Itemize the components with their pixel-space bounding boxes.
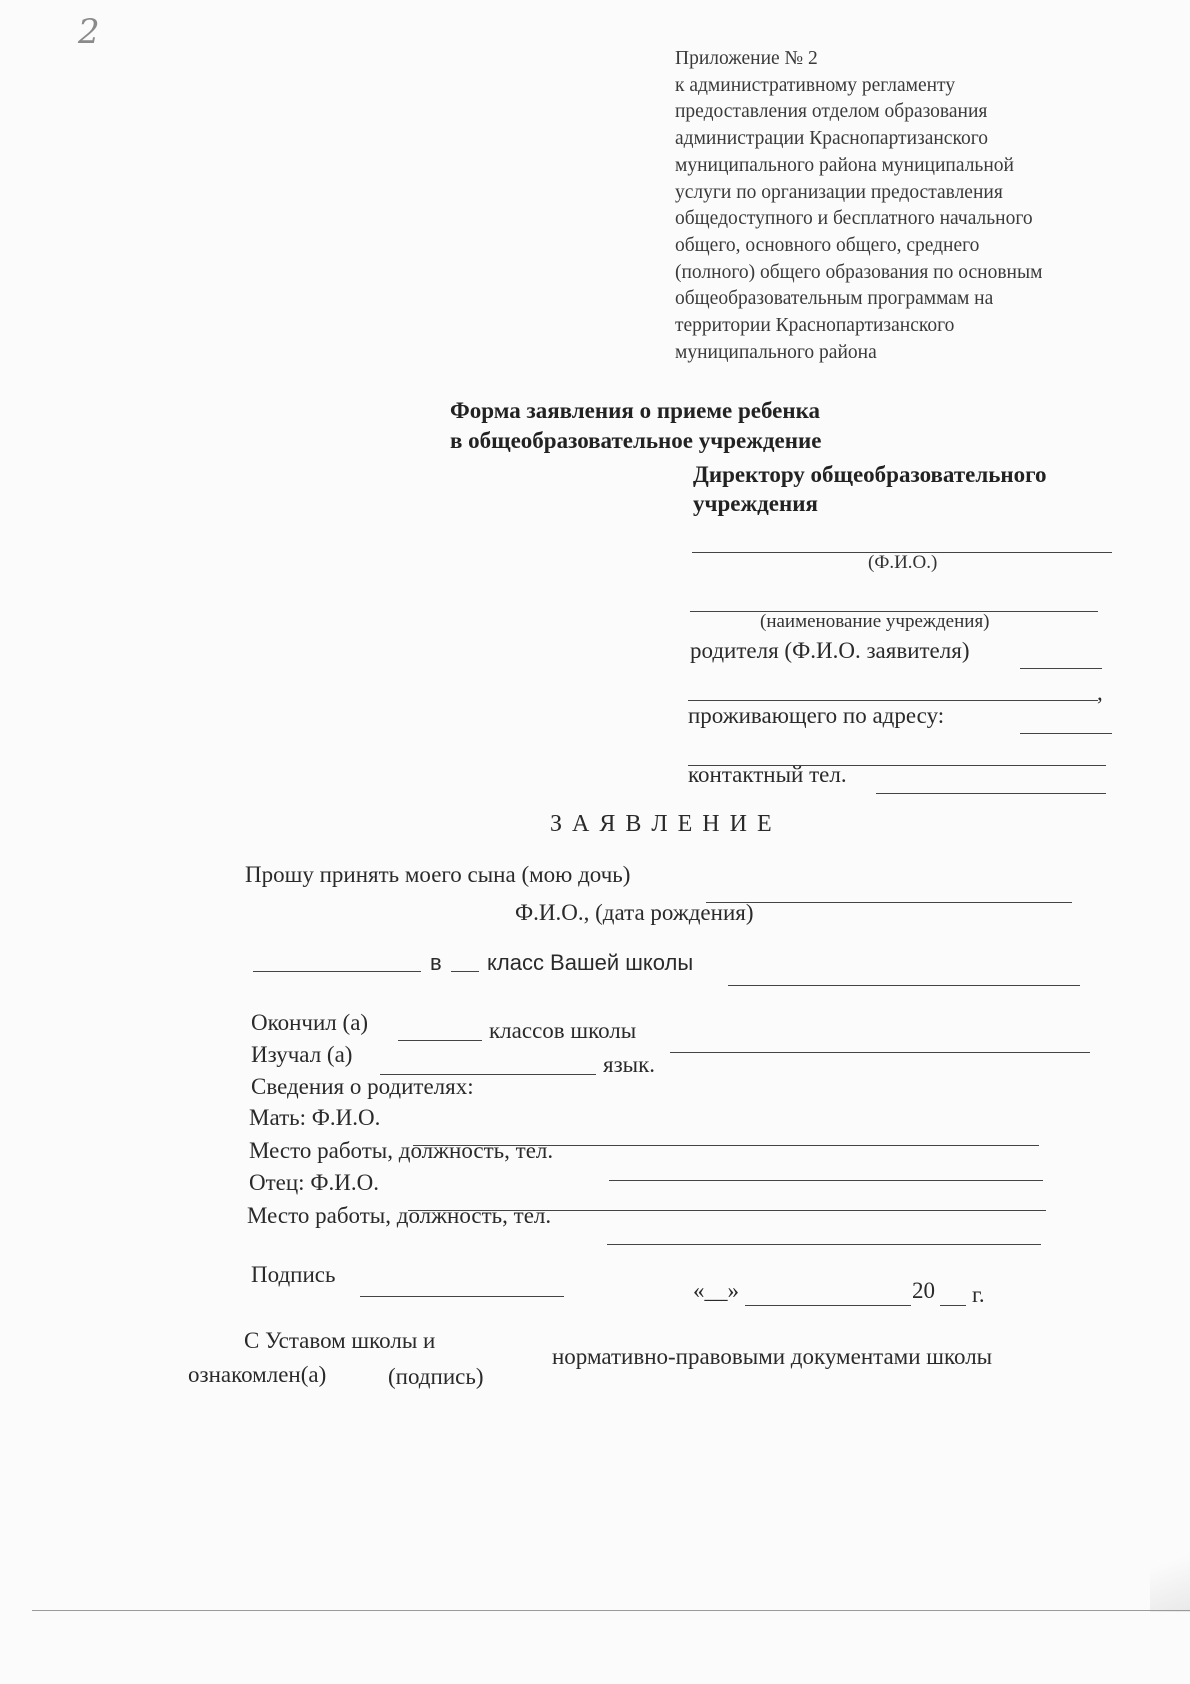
date-day-quote: «__»: [693, 1278, 739, 1303]
previous-school-field[interactable]: [670, 1052, 1090, 1053]
class-text: класс Вашей школы: [487, 950, 694, 975]
signature-field[interactable]: [360, 1296, 564, 1297]
address-label: проживающего по адресу:: [688, 703, 945, 728]
annex-line: (полного) общего образования по основным: [675, 261, 1043, 283]
annex-line: Приложение № 2: [675, 48, 818, 69]
annex-line: муниципального района: [675, 341, 877, 363]
father-label: Отец: Ф.И.О.: [249, 1170, 379, 1195]
studied-label: Изучал (а): [251, 1042, 353, 1067]
parents-info-label: Сведения о родителях:: [251, 1074, 474, 1099]
date-field[interactable]: [253, 971, 421, 972]
signature-label: Подпись: [251, 1262, 336, 1287]
parent-fio-field-2[interactable]: [688, 700, 1098, 701]
class-number-field[interactable]: [451, 971, 479, 972]
form-title: [450, 396, 821, 456]
annex-line: общеобразовательным программам на: [675, 288, 994, 310]
addressee-title: [693, 460, 1047, 518]
addressee-line1: Директору общеобразовательного: [693, 462, 1047, 487]
year-prefix: 20: [912, 1278, 935, 1303]
acknowledged-label: ознакомлен(а): [188, 1362, 327, 1387]
parent-label: родителя (Ф.И.О. заявителя): [690, 638, 970, 663]
statement-title: З А Я В Л Е Н И Е: [550, 811, 774, 837]
page-corner-shadow: [1150, 1530, 1190, 1612]
annex-line: к административному регламенту: [675, 74, 956, 96]
acknowledgement-part2: нормативно-правовыми документами школы: [552, 1344, 993, 1369]
mother-work-field[interactable]: [609, 1180, 1043, 1181]
annex-line: территории Краснопартизанского: [675, 315, 955, 337]
father-work-field[interactable]: [607, 1244, 1041, 1245]
language-label: язык.: [603, 1052, 656, 1077]
annex-line: услуги по организации предоставления: [675, 181, 1003, 203]
annex-line: муниципального района муниципальной: [675, 154, 1014, 176]
year-field[interactable]: [940, 1305, 966, 1306]
request-text: Прошу принять моего сына (мою дочь): [245, 862, 631, 887]
annex-header: [675, 46, 1042, 366]
child-fio-field[interactable]: [706, 902, 1072, 903]
fio-caption: (Ф.И.О.): [868, 552, 938, 573]
annex-line: общего, основного общего, среднего: [675, 234, 980, 256]
classes-count-field[interactable]: [398, 1040, 482, 1041]
parent-fio-field[interactable]: [1020, 668, 1102, 669]
phone-field[interactable]: [876, 793, 1106, 794]
school-field[interactable]: [728, 985, 1080, 986]
annex-line: общедоступного и бесплатного начального: [675, 208, 1033, 230]
father-work-label: Место работы, должность, тел.: [247, 1203, 552, 1228]
annex-line: предоставления отделом образования: [675, 101, 988, 123]
acknowledgement-part1: С Уставом школы и: [244, 1328, 436, 1353]
page-bottom-edge: [32, 1610, 1190, 1611]
child-caption: Ф.И.О., (дата рождения): [515, 900, 754, 925]
acknowledgement-signature-caption: (подпись): [388, 1364, 484, 1389]
institution-caption: (наименование учреждения): [760, 611, 990, 632]
annex-line: администрации Краснопартизанского: [675, 128, 988, 150]
classes-school-label: классов школы: [489, 1018, 637, 1043]
address-field[interactable]: [1020, 733, 1112, 734]
mother-label: Мать: Ф.И.О.: [249, 1105, 381, 1130]
in-label: в: [430, 950, 442, 975]
addressee-line2: учреждения: [693, 491, 818, 516]
comma: ,: [1097, 680, 1103, 705]
mother-work-label: Место работы, должность, тел.: [249, 1138, 554, 1163]
phone-label: контактный тел.: [688, 762, 847, 787]
year-suffix: г.: [972, 1282, 985, 1307]
form-title-line1: Форма заявления о приеме ребенка: [450, 398, 821, 423]
finished-label: Окончил (а): [251, 1010, 369, 1035]
handwritten-page-mark: 2: [78, 12, 100, 52]
date-month-field[interactable]: [745, 1305, 911, 1306]
form-title-line2: в общеобразовательное учреждение: [450, 428, 822, 453]
